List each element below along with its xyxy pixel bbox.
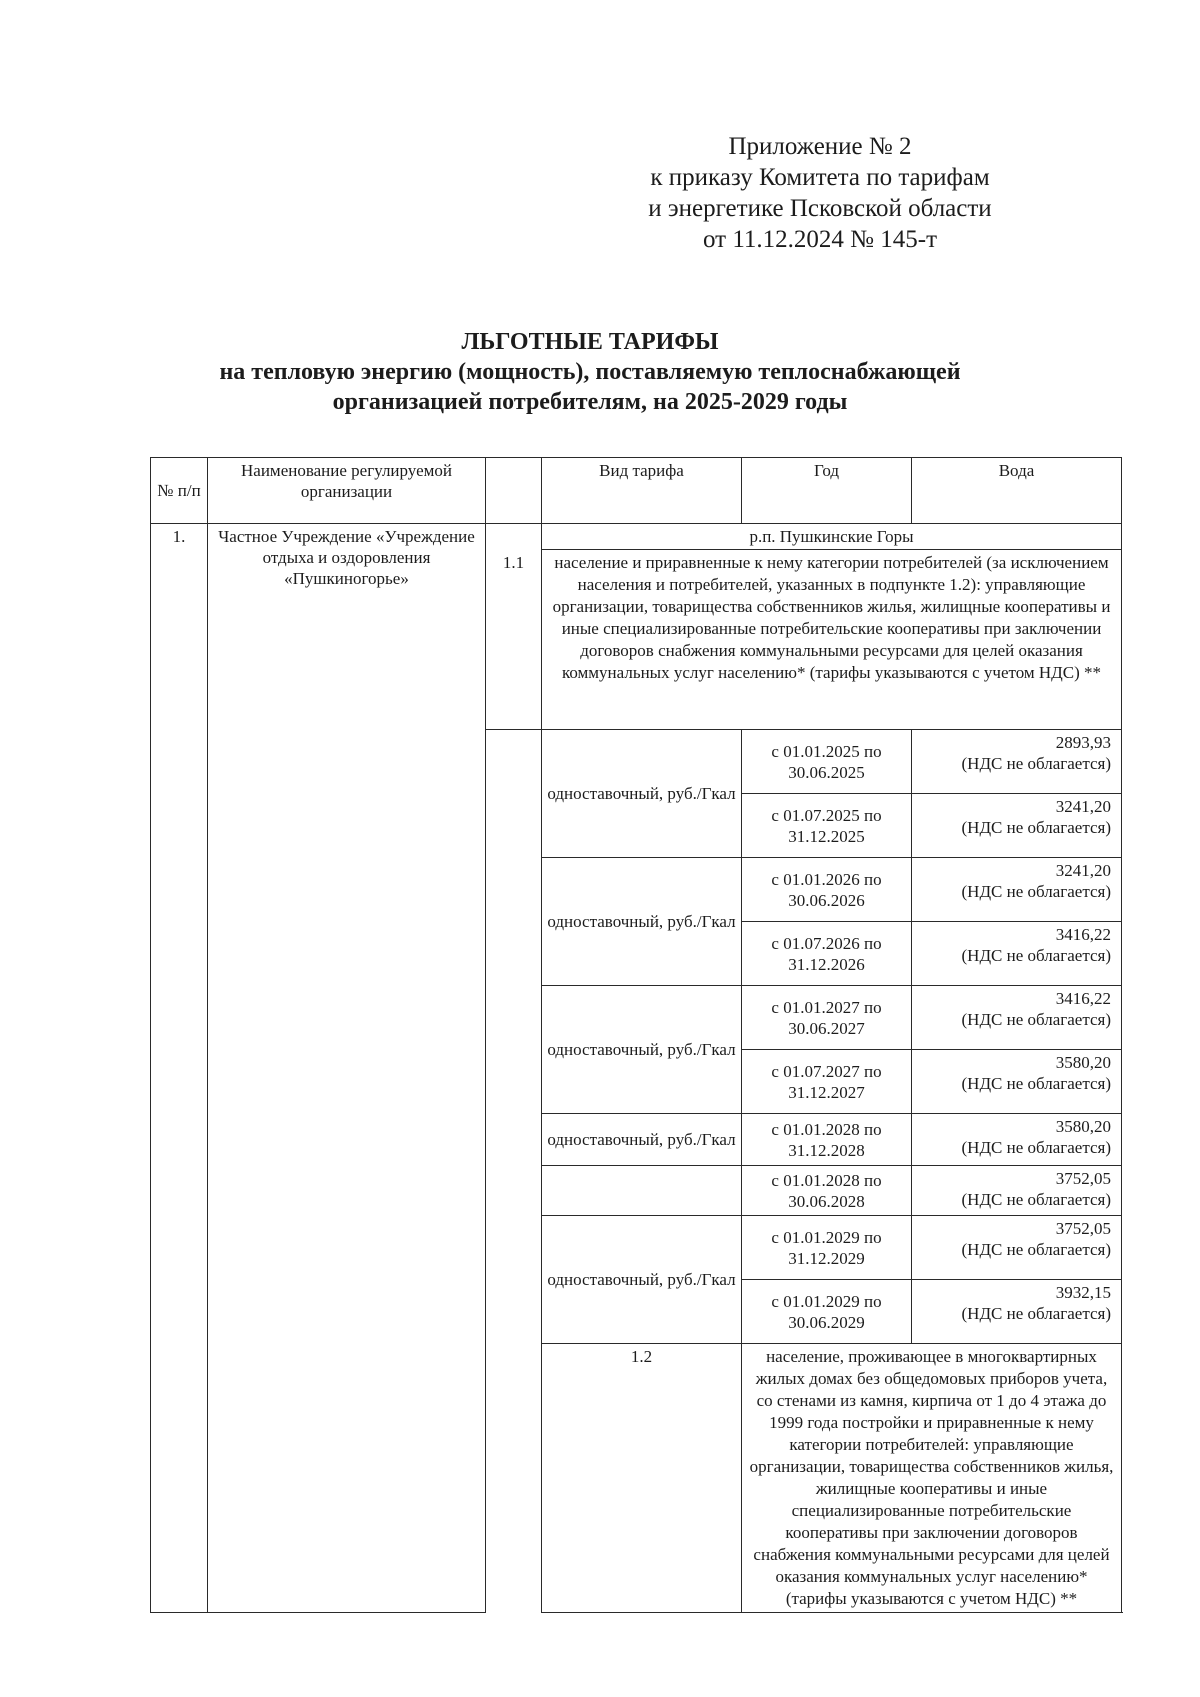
tariff-type: одноставочный, руб./Гкал [542,986,742,1114]
title-line-3: организацией потребителям, на 2025-2029 годы [332,389,848,415]
vat-note: (НДС не облагается) [961,1304,1111,1323]
vat-note: (НДС не облагается) [961,1010,1111,1029]
period: с 01.07.2026 по 31.12.2026 [742,922,912,986]
header-sub [486,458,542,524]
section-1-description: население и приравненные к нему категории потребителей (за исключением населения и потребителей, указанных в подпункте 1.2): управляющие организации, товарищества собственников жилья, жилищные кооперативы и иные специализированные потребительские кооперативы при заключении договоров снабжения коммунальными ресурсами для целей оказания коммунальных услуг населению* (тарифы указываются с учетом НДС) ** [542,550,1122,730]
vat-note: (НДС не облагается) [961,1190,1111,1209]
tariff-type: одноставочный, руб./Гкал [542,1216,742,1344]
header-water: Вода [912,458,1122,524]
title-line-1: ЛЬГОТНЫЕ ТАРИФЫ [461,329,719,355]
period: с 01.01.2028 по 31.12.2028 [742,1114,912,1166]
tariff-value: 3932,15 [1055,1283,1111,1302]
tariff-value: 2893,93 [1055,733,1111,752]
period: с 01.01.2029 по 31.12.2029 [742,1216,912,1280]
appendix-number: Приложение № 2 [728,133,912,160]
organization-name: Частное Учреждение «Учреждение отдыха и оздоровления «Пушкиногорье» [208,524,486,1613]
tariff-type: одноставочный, руб./Гкал [542,730,742,858]
tariff-type: одноставочный, руб./Гкал [542,1114,742,1166]
tariff-type: одноставочный, руб./Гкал [542,858,742,986]
vat-note: (НДС не облагается) [961,1240,1111,1259]
tariff-type-empty [542,1166,742,1216]
header-num: № п/п [151,458,208,524]
section-2-number: 1.2 [542,1344,742,1613]
period: с 01.01.2028 по 30.06.2028 [742,1166,912,1216]
vat-note: (НДС не облагается) [961,946,1111,965]
tariff-value-cell [912,1050,1122,1114]
tariff-value-cell [912,1114,1122,1166]
row-number: 1. [151,524,208,1613]
sub-empty-cell [486,730,542,1613]
tariff-value-cell [912,730,1122,794]
tariff-value-cell [912,1280,1122,1344]
header-year: Год [742,458,912,524]
table-header-row [151,458,1122,524]
period: с 01.01.2027 по 30.06.2027 [742,986,912,1050]
tariff-value-cell [912,922,1122,986]
tariff-value: 3416,22 [1055,989,1111,1008]
tariff-table [150,457,1122,1613]
sub-empty-cell [486,524,542,550]
section-2-description: население, проживающее в многоквартирных жилых домах без общедомовых приборов учета, со стенами из камня, кирпича от 1 до 4 этажа до 1999 года постройки и приравненные к нему категории потребителей: управляющие организации, товарищества собственников жилья, жилищные кооперативы и иные специализированные потребительские кооперативы при заключении договоров снабжения коммунальными ресурсами для целей оказания коммунальных услуг населению* (тарифы указываются с учетом НДС) ** [742,1344,1122,1613]
location-name: р.п. Пушкинские Горы [542,524,1122,550]
section-1-number: 1.1 [486,550,542,730]
table-row [151,524,1122,550]
period: с 01.01.2025 по 30.06.2025 [742,730,912,794]
document-title [150,327,1030,417]
vat-note: (НДС не облагается) [961,882,1111,901]
appendix-committee-line: и энергетике Псковской области [648,195,992,222]
vat-note: (НДС не облагается) [961,1138,1111,1157]
tariff-value: 3752,05 [1055,1169,1111,1188]
tariff-value: 3580,20 [1055,1053,1111,1072]
tariff-value-cell [912,1216,1122,1280]
vat-note: (НДС не облагается) [961,818,1111,837]
period: с 01.07.2027 по 31.12.2027 [742,1050,912,1114]
tariff-value: 3752,05 [1055,1219,1111,1238]
appendix-order-line: к приказу Комитета по тарифам [650,164,990,191]
appendix-order-date: от 11.12.2024 № 145-т [702,226,938,253]
tariff-value: 3416,22 [1055,925,1111,944]
header-org: Наименование регулируемой организации [208,458,486,524]
tariff-value-cell [912,986,1122,1050]
vat-note: (НДС не облагается) [961,754,1111,773]
tariff-value: 3580,20 [1055,1117,1111,1136]
appendix-header [560,131,1080,255]
header-type: Вид тарифа [542,458,742,524]
tariff-value: 3241,20 [1055,797,1111,816]
period: с 01.01.2029 по 30.06.2029 [742,1280,912,1344]
tariff-value-cell [912,794,1122,858]
vat-note: (НДС не облагается) [961,1074,1111,1093]
period: с 01.07.2025 по 31.12.2025 [742,794,912,858]
tariff-value: 3241,20 [1055,861,1111,880]
title-line-2: на тепловую энергию (мощность), поставляемую теплоснабжающей [219,359,961,385]
tariff-value-cell [912,1166,1122,1216]
tariff-value-cell [912,858,1122,922]
period: с 01.01.2026 по 30.06.2026 [742,858,912,922]
